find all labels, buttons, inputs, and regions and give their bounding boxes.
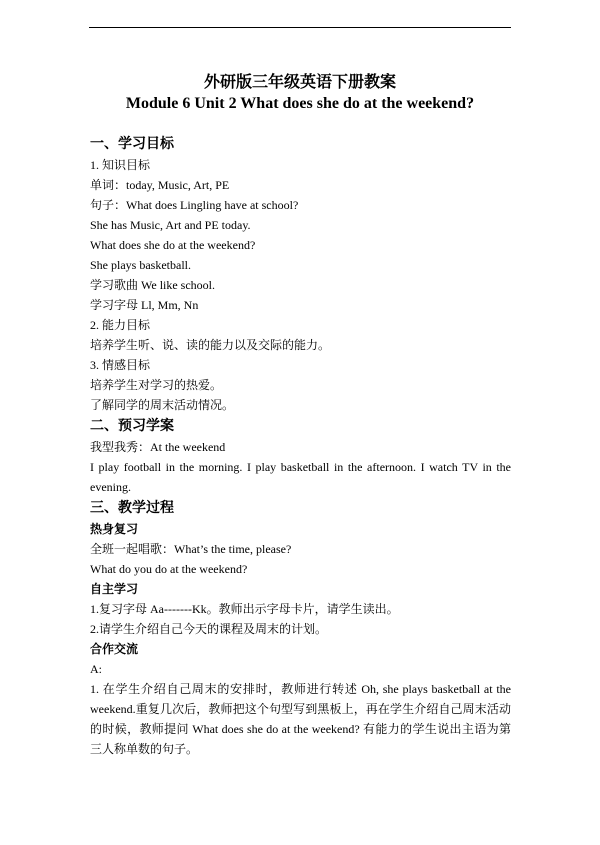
warmup-line: What do you do at the weekend? [90, 562, 248, 576]
preview-line: 我型我秀：At the weekend [90, 440, 226, 454]
emotion-line: 培养学生对学习的热爱。 [90, 378, 223, 392]
ability-line: 培养学生听、说、读的能力以及交际的能力。 [90, 338, 331, 352]
self-study-line: 1.复习字母 Aa-------Kk。教师出示字母卡片，请学生读出。 [90, 602, 399, 616]
warmup-line: 全班一起唱歌：What’s the time, please? [90, 542, 292, 556]
self-study-line: 2.请学生介绍自己今天的课程及周末的计划。 [90, 622, 328, 636]
subheading-knowledge: 1. 知识目标 [90, 158, 151, 172]
song-line: 学习歌曲 We like school. [90, 278, 216, 292]
subheading-ability: 2. 能力目标 [90, 318, 151, 332]
subheading-self-study: 自主学习 [90, 582, 139, 596]
emotion-line: 了解同学的周末活动情况。 [90, 398, 235, 412]
cooperation-paragraph: 1. 在学生介绍自己周末的安排时，教师进行转述 Oh, she plays basketball at the weekend.重复几次后，教师把这个句型写到黑板上，再在学生介绍自己周末活动的时候，教师提问 What does she do at the weekend? 有能力的学生说出主语为第三人称单数的句子。 [90, 682, 511, 756]
sentence-line: What does she do at the weekend? [90, 238, 256, 252]
subheading-emotion: 3. 情感目标 [90, 358, 151, 372]
section-heading-preview: 二、预习学案 [90, 418, 174, 434]
header-rule [89, 27, 511, 28]
title-chinese: 外研版三年级英语下册教案 [203, 72, 396, 91]
section-heading-objectives: 一、学习目标 [90, 136, 174, 152]
cooperation-label: A: [90, 662, 102, 676]
sentence-line: She has Music, Art and PE today. [90, 218, 251, 232]
letters-line: 学习字母 Ll, Mm, Nn [90, 298, 199, 312]
sentence-line: She plays basketball. [90, 258, 191, 272]
section-heading-process: 三、教学过程 [90, 500, 174, 516]
subheading-warmup: 热身复习 [90, 522, 139, 536]
vocab-line: 单词：today, Music, Art, PE [90, 178, 230, 192]
title-english: Module 6 Unit 2 What does she do at the weekend? [125, 95, 475, 112]
subheading-cooperation: 合作交流 [90, 642, 139, 656]
preview-paragraph: I play football in the morning. I play basketball in the afternoon. I watch TV in the evening. [90, 460, 511, 494]
document-body [90, 133, 511, 759]
sentence-line: 句子：What does Lingling have at school? [90, 198, 299, 212]
